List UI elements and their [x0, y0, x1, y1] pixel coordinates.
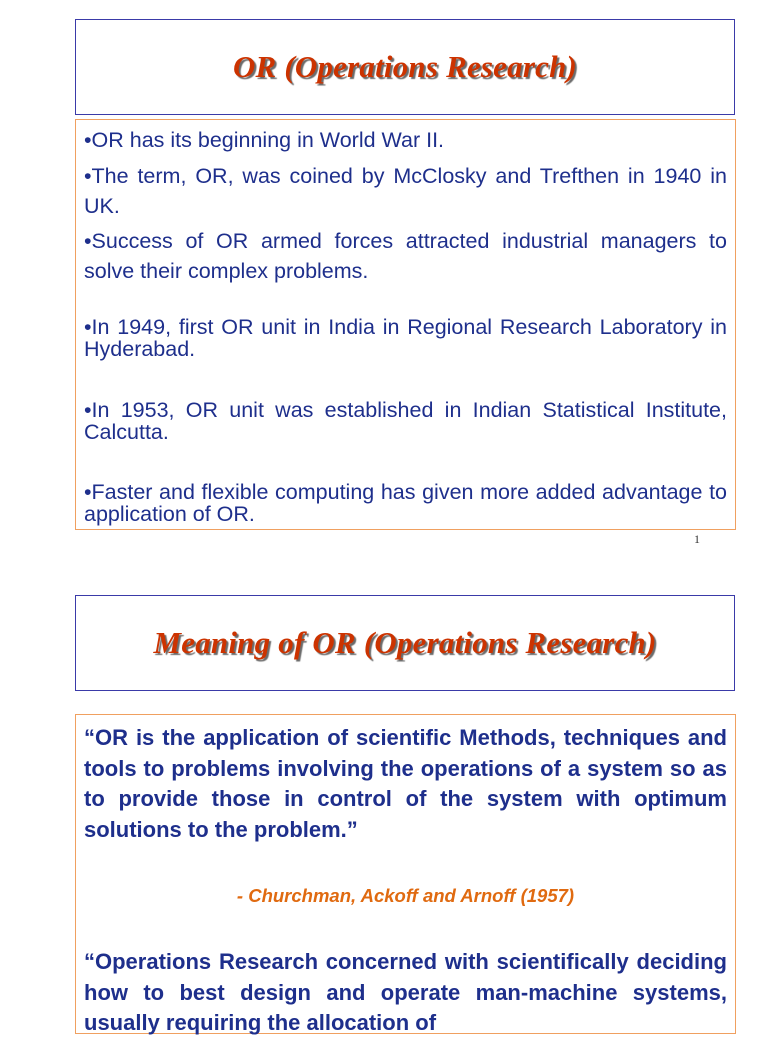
- slide2-content-box: [75, 714, 736, 1034]
- slide1-title-box: [75, 19, 735, 115]
- bullet-item: •OR has its beginning in World War II.: [84, 128, 445, 152]
- definition-quote: “Operations Research concerned with scientifically deciding how to best design and operate man-machine systems, usually requiring the allocation of: [84, 949, 727, 1036]
- bullet-item: •Success of OR armed forces attracted industrial managers to solve their complex problems.: [84, 229, 727, 283]
- bullet-item: •In 1949, first OR unit in India in Regional Research Laboratory in Hyderabad.: [84, 315, 727, 361]
- slide1-title: OR (Operations Research): [232, 49, 578, 84]
- quote-attribution: - Churchman, Ackoff and Arnoff (1957): [236, 885, 575, 906]
- slide1-content-box: [75, 119, 736, 530]
- bullet-item: •The term, OR, was coined by McClosky and Trefthen in 1940 in UK.: [84, 164, 727, 218]
- slide2-title: Meaning of OR (Operations Research): [153, 625, 657, 660]
- definition-quote: “OR is the application of scientific Methods, techniques and tools to problems involving the operations of a system so as to provide those in control of the system with optimum solutions to the problem.”: [84, 725, 727, 842]
- bullet-item: •In 1953, OR unit was established in Indian Statistical Institute, Calcutta.: [84, 398, 727, 444]
- page-number: 1: [694, 532, 700, 546]
- slide2-title-box: [75, 595, 735, 691]
- bullet-item: •Faster and flexible computing has given more added advantage to application of OR.: [84, 480, 727, 526]
